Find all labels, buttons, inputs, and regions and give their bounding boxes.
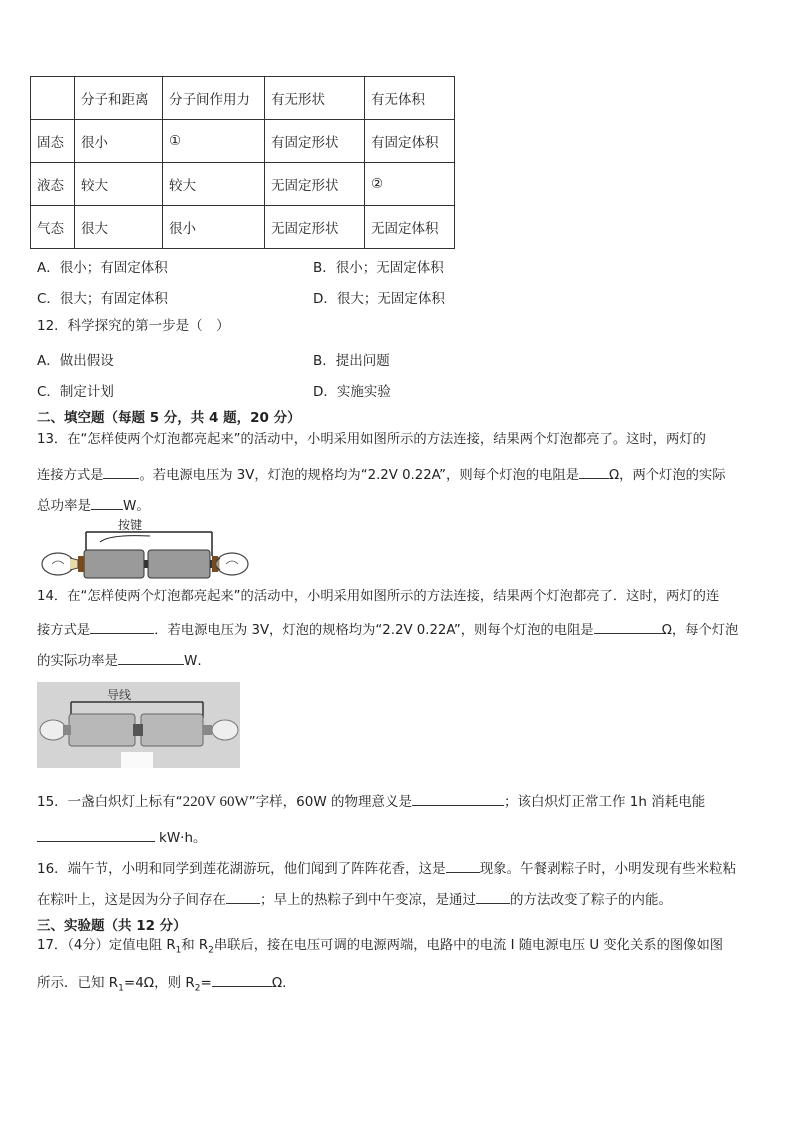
table-cell: 很大: [75, 206, 163, 249]
q11-option-d: D．很大；无固定体积: [313, 291, 445, 307]
q17-text: =4Ω，则 R: [123, 975, 195, 991]
q14-blank-resistance: [594, 620, 662, 634]
q16-line-1: [37, 859, 736, 877]
q14-circuit-photo: [37, 682, 240, 768]
q11-option-b: B．很小；无固定体积: [313, 260, 444, 276]
q17-text: Ω.: [271, 975, 287, 991]
q17-text: 所示．已知 R: [37, 975, 119, 991]
q17-subscript: 2: [194, 983, 201, 994]
q13-line-3: [37, 496, 150, 514]
q15-text: ；该白炽灯正常工作 1h 消耗电能: [503, 794, 706, 810]
q17-subscript: 2: [208, 945, 214, 956]
q13-line-2: [37, 465, 726, 484]
q14-blank-power: [118, 651, 184, 665]
table-row: [31, 120, 455, 163]
q13-circuit-figure: [40, 516, 250, 582]
states-of-matter-table: [30, 76, 455, 249]
table-cell: ②: [365, 163, 455, 206]
table-row: [31, 206, 455, 249]
q13-line-1: 13．在“怎样使两个灯泡都亮起来”的活动中，小明采用如图所示的方法连接，结果两个灯泡都亮了。这时，两灯的: [37, 432, 706, 447]
q14-figure-label: 导线: [107, 688, 132, 702]
section-heading-fill-in: 二、填空题（每题 5 分，共 4 题，20 分）: [37, 410, 301, 426]
q12-option-c: C．制定计划: [37, 384, 114, 400]
q16-text: 在粽叶上，这是因为分子间存在: [37, 892, 226, 908]
q14-text: ．若电源电压为 3V，灯泡的规格均为“2.2V 0.22A”，则每个灯泡的电阻是: [154, 623, 594, 638]
q15-blank-meaning: [412, 792, 504, 806]
table-cell: ①: [163, 120, 265, 163]
q14-text: W．: [184, 653, 211, 669]
q13-text: 。若电源电压为 3V，灯泡的规格均为“2.2V 0.22A”，则每个灯泡的电阻是: [139, 468, 579, 483]
table-cell: 气态: [31, 206, 75, 249]
q15-line-2: [37, 828, 207, 846]
q16-blank-phenomenon: [446, 859, 480, 873]
q13-blank-resistance: [579, 465, 609, 479]
q12-option-b: B．提出问题: [313, 353, 390, 369]
table-cell: 很小: [75, 120, 163, 163]
q14-line-3: [37, 651, 211, 669]
q12-stem: 12．科学探究的第一步是（ ）: [37, 318, 230, 334]
q16-blank-method: [476, 890, 510, 904]
table-cell: 较大: [75, 163, 163, 206]
table-header-cell: 有无形状: [265, 77, 365, 120]
q13-text: 总功率是: [37, 498, 91, 514]
q15-blank-energy: [37, 828, 155, 842]
q15-line-1: [37, 792, 705, 810]
table-header-cell: 有无体积: [365, 77, 455, 120]
q13-blank-power: [91, 496, 123, 510]
q13-text: 连接方式是: [37, 468, 104, 483]
q17-text: 17．（4分）定值电阻 R: [37, 938, 176, 953]
table-cell: 有固定体积: [365, 120, 455, 163]
q11-option-a: A．很小；有固定体积: [37, 260, 168, 276]
q14-text: 的实际功率是: [37, 653, 118, 669]
q15-rating: 220V 60W: [182, 794, 249, 810]
q13-text: W。: [123, 498, 150, 514]
table-cell: 很小: [163, 206, 265, 249]
q16-text: 的方法改变了粽子的内能。: [510, 892, 672, 908]
q13-figure-label: 按键: [118, 518, 143, 532]
q17-subscript: 1: [175, 945, 182, 956]
q14-text: Ω，每个灯泡: [661, 623, 739, 638]
table-cell: 液态: [31, 163, 75, 206]
q13-text: Ω，两个灯泡的实际: [609, 468, 726, 483]
q17-blank-r2: [212, 973, 272, 987]
q14-text: 接方式是: [37, 623, 91, 638]
table-cell: [31, 77, 75, 120]
table-header-cell: 分子和距离: [75, 77, 163, 120]
section-heading-experiment: 三、实验题（共 12 分）: [37, 918, 187, 934]
table-cell: 无固定形状: [265, 206, 365, 249]
q15-text: ”字样，60W 的物理意义是: [248, 794, 412, 810]
q17-subscript: 1: [118, 983, 124, 994]
q17-text: =: [200, 975, 212, 991]
q17-line-2: [37, 973, 286, 997]
q16-text: ；早上的热粽子到中午变凉，是通过: [260, 892, 476, 908]
q17-text: 串联后，接在电压可调的电源两端，电路中的电流 I 随电源电压 U 变化关系的图像如图: [213, 938, 724, 953]
table-cell: 有固定形状: [265, 120, 365, 163]
q15-text: 15．一盏白炽灯上标有“: [37, 794, 183, 810]
q16-blank-force: [226, 890, 260, 904]
table-row: [31, 163, 455, 206]
table-cell: 较大: [163, 163, 265, 206]
q14-line-1: 14．在“怎样使两个灯泡都亮起来”的活动中，小明采用如图所示的方法连接，结果两个灯泡都亮了．这时，两灯的连: [37, 589, 720, 604]
q14-line-2: [37, 620, 738, 639]
q16-text: 16．端午节，小明和同学到莲花湖游玩，他们闻到了阵阵花香，这是: [37, 861, 446, 877]
q13-blank-connection: [103, 465, 139, 479]
circuit-diagram: [40, 516, 250, 582]
q16-text: 现象。午餐剥粽子时，小明发现有些米粒粘: [479, 861, 737, 877]
q17-line-1: [37, 938, 723, 959]
table-header-row: [31, 77, 455, 120]
table-cell: 固态: [31, 120, 75, 163]
table-cell: 无固定形状: [265, 163, 365, 206]
table-cell: 无固定体积: [365, 206, 455, 249]
q11-option-c: C．很大；有固定体积: [37, 291, 168, 307]
q15-text: kW·h。: [159, 830, 207, 846]
q16-line-2: [37, 890, 672, 908]
table-header-cell: 分子间作用力: [163, 77, 265, 120]
circuit-photo-drawing: [37, 682, 240, 768]
q17-text: 和 R: [181, 938, 209, 953]
q12-option-d: D．实施实验: [313, 384, 391, 400]
q12-option-a: A．做出假设: [37, 353, 114, 369]
q14-blank-connection: [90, 620, 154, 634]
